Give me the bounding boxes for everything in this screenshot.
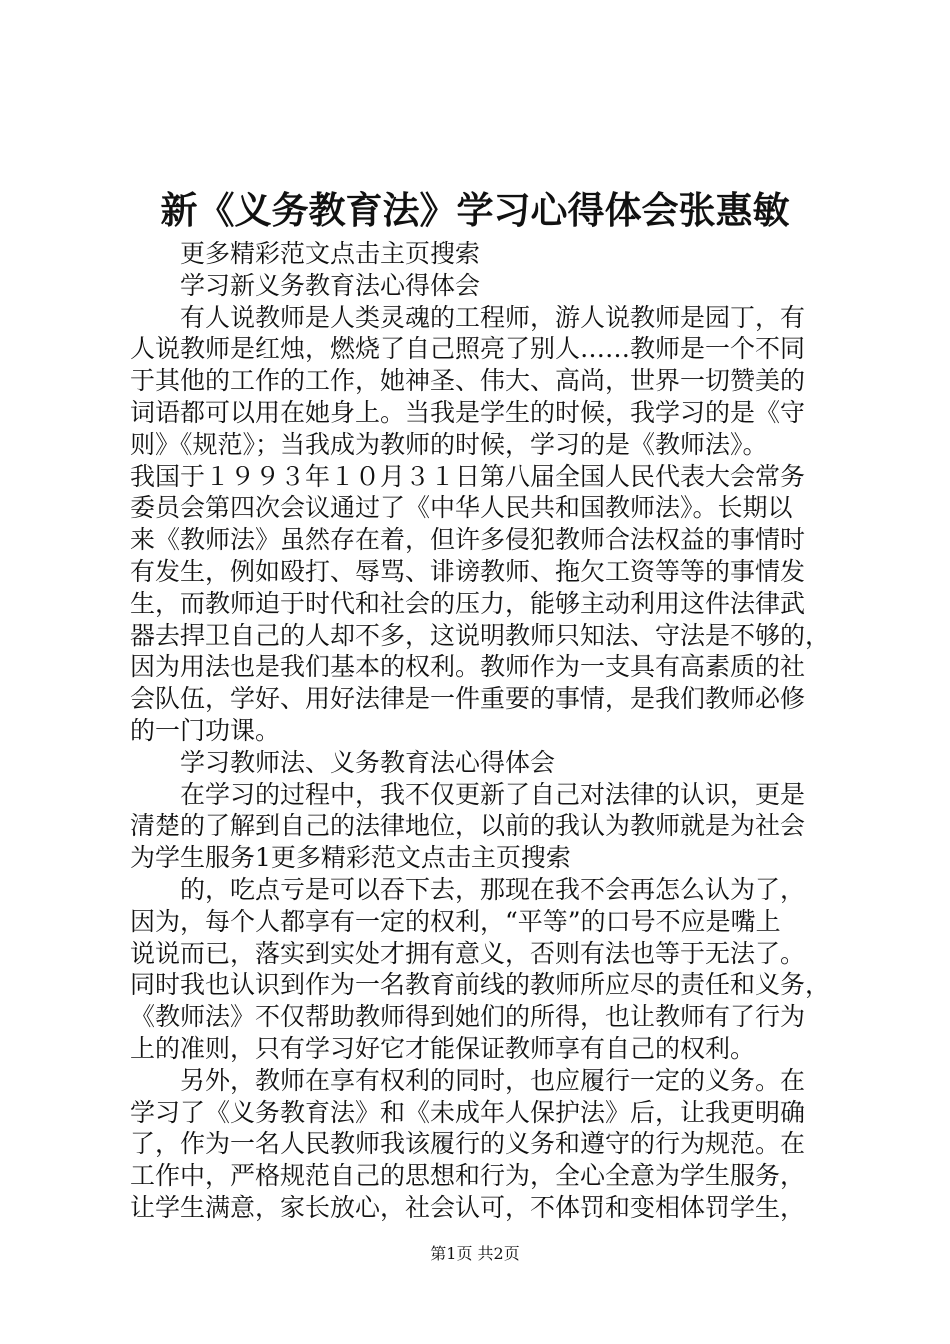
text-line: 词语都可以用在她身上。当我是学生的时候，我学习的是《守 [130,397,806,427]
text-line: 更多精彩范文点击主页搜索 [180,239,481,268]
text-line: 会队伍，学好、用好法律是一件重要的事情，是我们教师必修 [130,684,806,714]
text-line: 有发生，例如殴打、辱骂、诽谤教师、拖欠工资等等的事情发 [130,556,806,586]
text-line: 有人说教师是人类灵魂的工程师，游人说教师是园丁，有 [180,302,806,332]
text-line: 说说而已，落实到实处才拥有意义，否则有法也等于无法了。 [130,938,806,968]
text-line: 的一门功课。 [130,715,281,745]
text-line: 的，吃点亏是可以吞下去，那现在我不会再怎么认为了， [180,874,806,904]
text-line: 则》《规范》；当我成为教师的时候，学习的是《教师法》。 [130,429,768,459]
text-line: 器去捍卫自己的人却不多，这说明教师只知法、守法是不够的， [130,620,831,650]
text-line: 工作中，严格规范自己的思想和行为，全心全意为学生服务， [130,1161,806,1191]
text-line: 在学习的过程中，我不仅更新了自己对法律的认识，更是 [180,779,806,809]
text-line: 人说教师是红烛，燃烧了自己照亮了别人……教师是一个不同 [130,334,806,364]
text-line: 让学生满意，家长放心，社会认可，不体罚和变相体罚学生， [130,1192,806,1222]
text-line: 为学生服务1更多精彩范文点击主页搜索 [130,843,571,873]
text-line: 于其他的工作的工作，她神圣、伟大、高尚，世界一切赞美的 [130,366,806,396]
text-line: 因为用法也是我们基本的权利。教师作为一支具有高素质的社 [130,652,806,682]
text-line: 我国于１９９３年１０月３１日第八届全国人民代表大会常务 [130,461,806,491]
text-line: 另外，教师在享有权利的同时，也应履行一定的义务。在 [180,1065,806,1095]
text-line: 来《教师法》虽然存在着，但许多侵犯教师合法权益的事情时 [130,525,806,555]
text-line: 上的准则，只有学习好它才能保证教师享有自己的权利。 [130,1033,756,1063]
text-line: 同时我也认识到作为一名教育前线的教师所应尽的责任和义务， [130,970,831,1000]
text-line: 了，作为一名人民教师我该履行的义务和遵守的行为规范。在 [130,1129,806,1159]
text-line: 委员会第四次会议通过了《中华人民共和国教师法》。长期以 [130,493,793,523]
text-line: 学习教师法、义务教育法心得体会 [180,747,556,777]
text-line: 清楚的了解到自己的法律地位，以前的我认为教师就是为社会 [130,811,806,841]
text-line: 因为，每个人都享有一定的权利，“平等”的口号不应是嘴上 [130,906,781,936]
text-line: 生，而教师迫于时代和社会的压力，能够主动利用这件法律武 [130,588,806,618]
document-body [130,238,830,1224]
page-footer: 第1页 共2页 [430,1244,520,1263]
text-line: 学习新义务教育法心得体会 [180,270,481,300]
document-title: 新《义务教育法》学习心得体会张惠敏 [160,188,790,232]
text-line: 学习了《义务教育法》和《未成年人保护法》后，让我更明确 [130,1097,806,1127]
text-line: 《教师法》不仅帮助教师得到她们的所得，也让教师有了行为 [130,1002,806,1032]
